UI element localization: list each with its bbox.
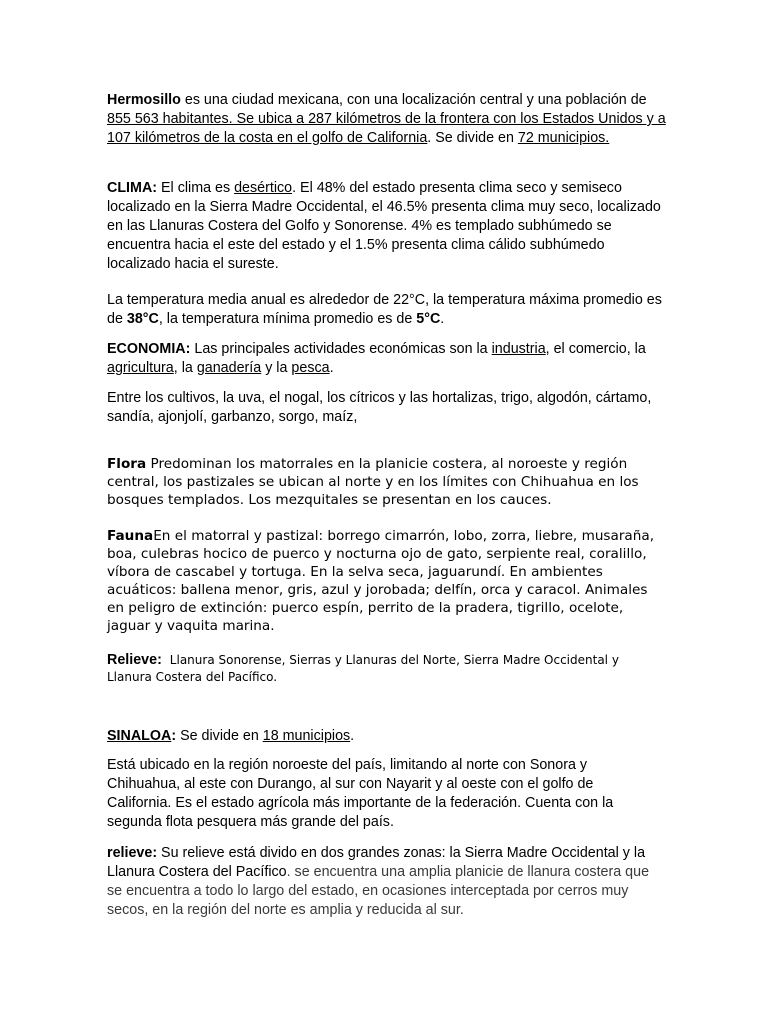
relieve-label: Relieve: [107,652,162,668]
cultivos-text: Entre los cultivos, la uva, el nogal, los cítricos y las hortalizas, trigo, algodón, cártamo, sandía, ajonjolí, garbanzo, sorgo, maíz, [107,390,652,425]
economia-paragraph [107,340,667,378]
flora-paragraph [107,455,667,509]
fauna-text: En el matorral y pastizal: borrego cimarrón, lobo, zorra, liebre, musaraña, boa, culebras hocico de puerco y nocturna ojo de gato, serpiente real, coralillo, víbora de cascabel y tortuga. En la selva seca, jaguarundí. En ambientes acuáticos: ballena menor, gris, azul y jorobada; delfín, orca y caracol. Animales en peligro de extinción: puerco espín, perrito de la pradera, tigrillo, ocelote, jaguar y vaquita marina. [107,528,655,634]
economia-label: ECONOMIA: [107,341,191,357]
pesca-link[interactable]: pesca [291,360,330,376]
sinaloa-heading-paragraph [107,727,667,746]
temperatura-text-1: La temperatura media anual es alrededor de 22°C, la temperatura máxima promedio es de [107,292,662,327]
sinaloa-text-1: Se divide en [176,728,263,744]
temperatura-paragraph [107,291,667,329]
sinaloa-ubicacion-text: Está ubicado en la región noroeste del país, limitando al norte con Sonora y Chihuahua, al este con Durango, al sur con Nayarit y al oeste con el golfo de California. Es el estado agrícola más importante de la federación. Cuenta con la segunda flota pesquera más grande del país. [107,757,614,830]
flora-label: Flora [107,456,147,472]
cultivos-paragraph [107,389,667,427]
temp-min-value: 5°C [416,311,441,327]
hermosillo-title: Hermosillo [107,92,181,108]
hermosillo-text-2: . Se divide en [427,130,518,146]
sinaloa-title: SINALOA [107,728,172,744]
sinaloa-relieve-text-2: . se encuentra una amplia planicie de llanura costera que se encuentra a todo lo largo del estado, en ocasiones interceptada por cerros muy secos, en la región del norte es amplia y reducida al sur. [107,864,650,918]
fauna-paragraph [107,527,667,635]
clima-text-2: . El 48% del estado presenta clima seco y semiseco localizado en la Sierra Madre Occidental, el 46.5% presenta clima muy seco, localizado en las Llanuras Costera del Golfo y Sonorense. 4% es templado subhúmedo se encuentra hacia el este del estado y el 1.5% presenta clima cálido subhúmedo localizado hacia el sureste. [107,180,661,272]
economia-text-3: , la [173,360,197,376]
sinaloa-text-2: . [350,728,355,744]
fauna-label: Fauna [107,528,154,544]
sinaloa-relieve-label: relieve: [107,845,158,861]
clima-text-1: El clima es [157,180,235,196]
economia-text-2: , el comercio, la [545,341,646,357]
relieve-text: Llanura Sonorense, Sierras y Llanuras del Norte, Sierra Madre Occidental y Llanura Costera del Pacífico. [107,653,619,684]
hermosillo-paragraph [107,91,667,148]
clima-label: CLIMA: [107,180,158,196]
industria-link[interactable]: industria [491,341,546,357]
sinaloa-municipios-link[interactable]: 18 municipios [262,728,351,744]
sinaloa-colon: : [171,728,177,744]
ganaderia-link[interactable]: ganadería [196,360,262,376]
economia-text-4: y la [261,360,292,376]
relieve-paragraph [107,652,667,686]
flora-text: Predominan los matorrales en la planicie costera, al noroeste y región central, los pastizales se ubican al norte y en los límites con Chihuahua en los bosques templados. Los mezquitales se presentan en los cauces. [107,456,639,508]
economia-text-1: Las principales actividades económicas son la [190,341,492,357]
economia-text-5: . [329,360,334,376]
temperatura-text-3: . [440,311,445,327]
temperatura-text-2: , la temperatura mínima promedio es de [158,311,417,327]
agricultura-link[interactable]: agricultura [107,360,174,376]
desertico-link[interactable]: desértico [234,180,293,196]
municipios-link[interactable]: 72 municipios. [517,130,610,146]
temp-max-value: 38°C [126,311,159,327]
sinaloa-relieve-paragraph [107,844,667,920]
hermosillo-text-1: es una ciudad mexicana, con una localización central y una población de [180,92,647,108]
sinaloa-ubicacion-paragraph [107,756,652,832]
sinaloa-relieve-text-1: Su relieve está divido en dos grandes zonas: la Sierra Madre Occidental y la Llanura Costera del Pacífico [107,845,646,880]
clima-paragraph [107,179,667,274]
population-link[interactable]: 855 563 habitantes. Se ubica a 287 kilómetros de la frontera con los Estados Unidos y a 107 kilómetros de la costa en el golfo de California [107,111,666,146]
